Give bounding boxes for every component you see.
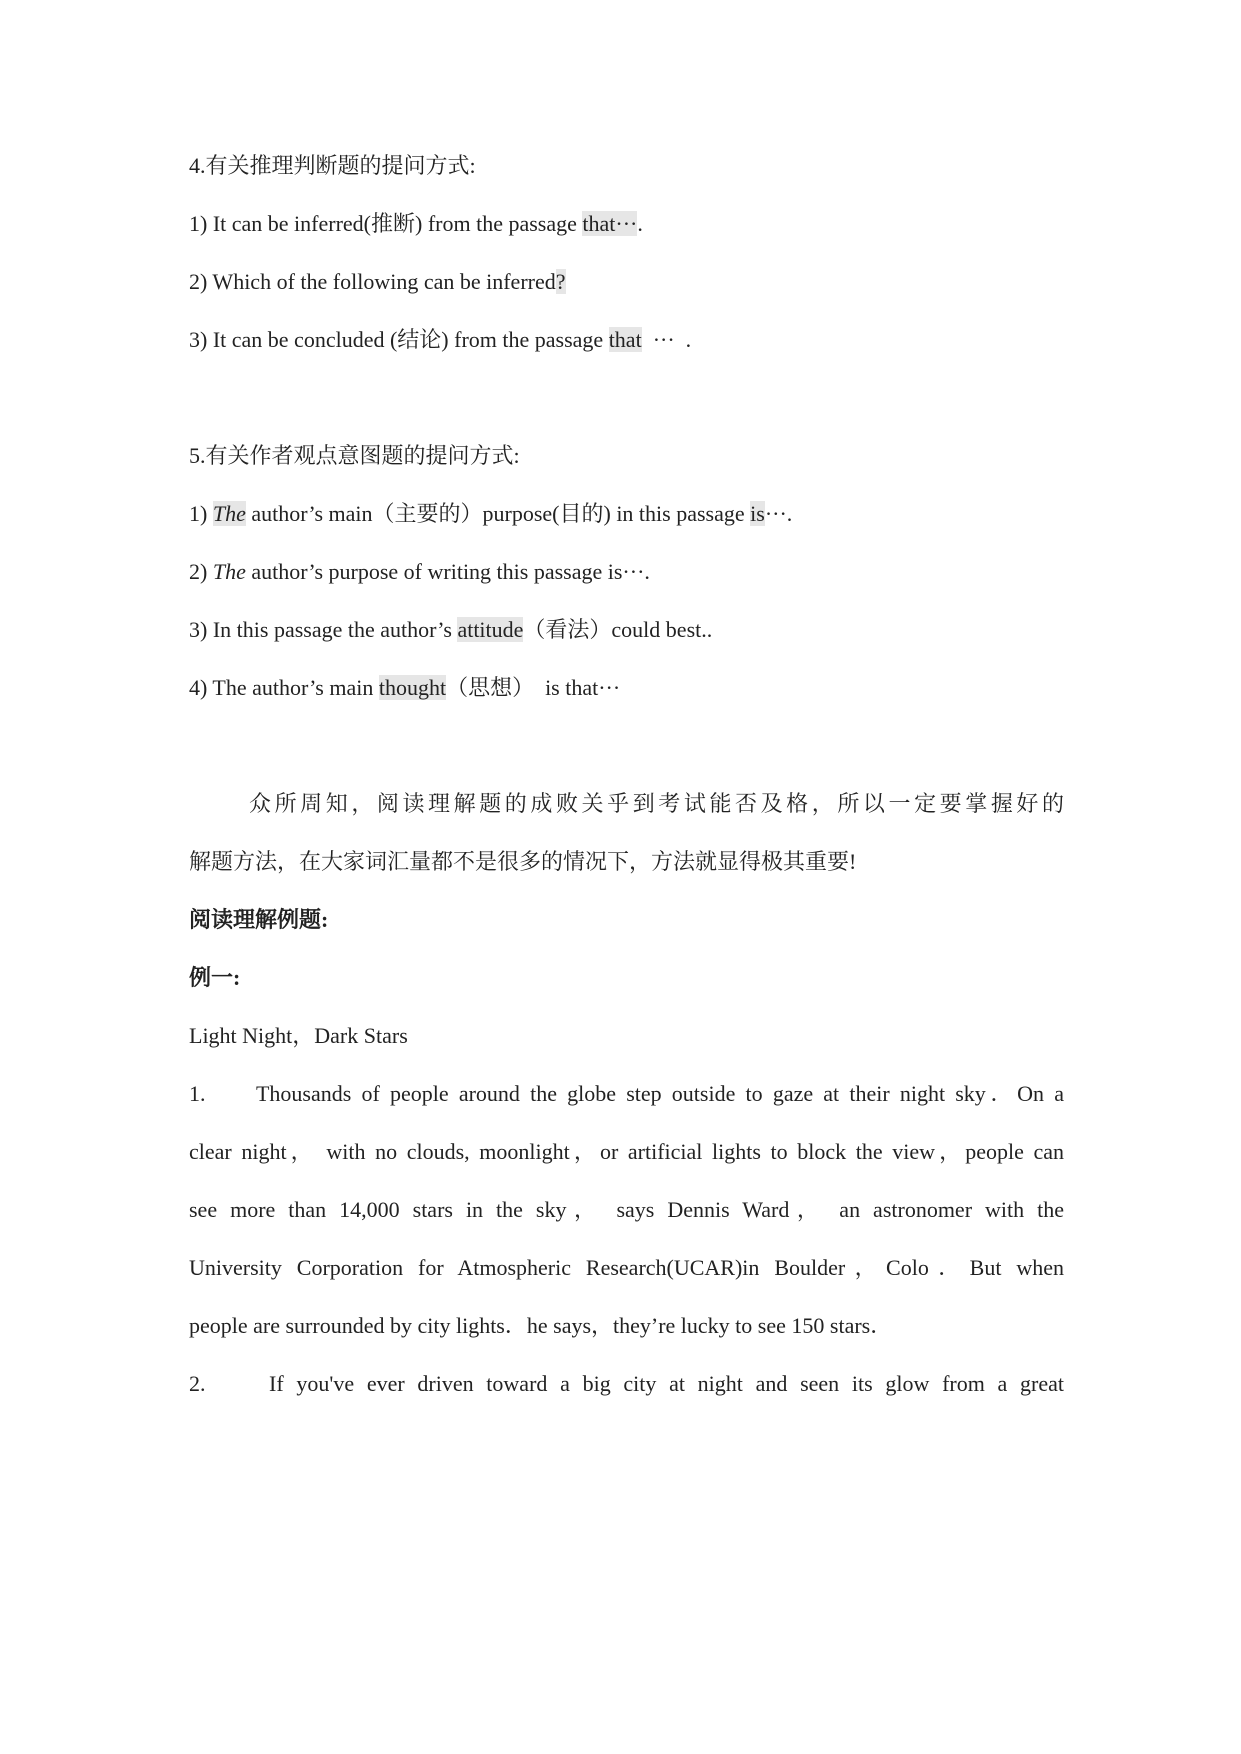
section5-heading: 5.有关作者观点意图题的提问方式:: [189, 443, 520, 468]
section4-question-1: [189, 210, 643, 238]
q-text: 3) It can be concluded (结论) from the passage: [189, 327, 609, 352]
examples-heading: 阅读理解例题:: [189, 907, 329, 932]
paragraph-1-line-2: clear night， with no clouds, moonlight，or artificial lights to block the view，people can: [189, 1139, 1064, 1164]
q-text: author’s purpose of writing this passage is···.: [245, 559, 650, 584]
q-text: （看法）could best..: [523, 617, 713, 642]
q-text: ···.: [764, 501, 793, 526]
section5-question-3: [189, 616, 712, 644]
section5-question-4: [189, 674, 620, 702]
q-text: 4) The author’s main: [189, 675, 379, 700]
intro-line-2: 解题方法，在大家词汇量都不是很多的情况下，方法就显得极其重要!: [189, 849, 857, 874]
q-text: 2) Which of the following can be inferred: [189, 269, 556, 294]
q-number: 1): [189, 501, 213, 526]
highlight: The: [212, 501, 246, 526]
highlight: attitude: [457, 617, 524, 642]
section4-question-3: [189, 326, 691, 354]
q-text: （思想） is that···: [446, 675, 621, 700]
highlight: that···: [582, 211, 638, 236]
paragraph-1-line-3: see more than 14,000 stars in the sky， says Dennis Ward， an astronomer with the: [189, 1197, 1064, 1222]
highlight: is: [750, 501, 765, 526]
highlight: ?: [555, 269, 566, 294]
article-title: Light Night，Dark Stars: [189, 1023, 408, 1048]
q-text: 3) In this passage the author’s: [189, 617, 458, 642]
section4-question-2: [189, 268, 566, 296]
q-text: .: [637, 211, 643, 236]
q-text: 1) It can be inferred(推断) from the passage: [189, 211, 583, 236]
paragraph-1-line-1: 1. Thousands of people around the globe step outside to gaze at their night sky．On a: [189, 1081, 1064, 1106]
section5-question-1: [189, 500, 792, 528]
section5-question-2: [189, 558, 650, 586]
section4-heading: 4.有关推理判断题的提问方式:: [189, 153, 476, 178]
highlight: thought: [378, 675, 447, 700]
paragraph-1-line-5: people are surrounded by city lights．he says，they’re lucky to see 150 stars．: [189, 1313, 893, 1338]
paragraph-1-line-4: University Corporation for Atmospheric Research(UCAR)in Boulder，Colo．But when: [189, 1255, 1064, 1280]
highlight: that: [608, 327, 642, 352]
paragraph-2-line-1: 2. If you've ever driven toward a big city at night and seen its glow from a great: [189, 1371, 1064, 1396]
q-text: author’s main（主要的）purpose(目的) in this passage: [245, 501, 751, 526]
q-number: 2): [189, 559, 213, 584]
q-text: ··· .: [641, 327, 692, 352]
intro-line-1: 众所周知，阅读理解题的成败关乎到考试能否及格，所以一定要掌握好的: [249, 791, 1064, 816]
italic-word: The: [212, 559, 246, 584]
example1-heading: 例一:: [189, 965, 241, 990]
